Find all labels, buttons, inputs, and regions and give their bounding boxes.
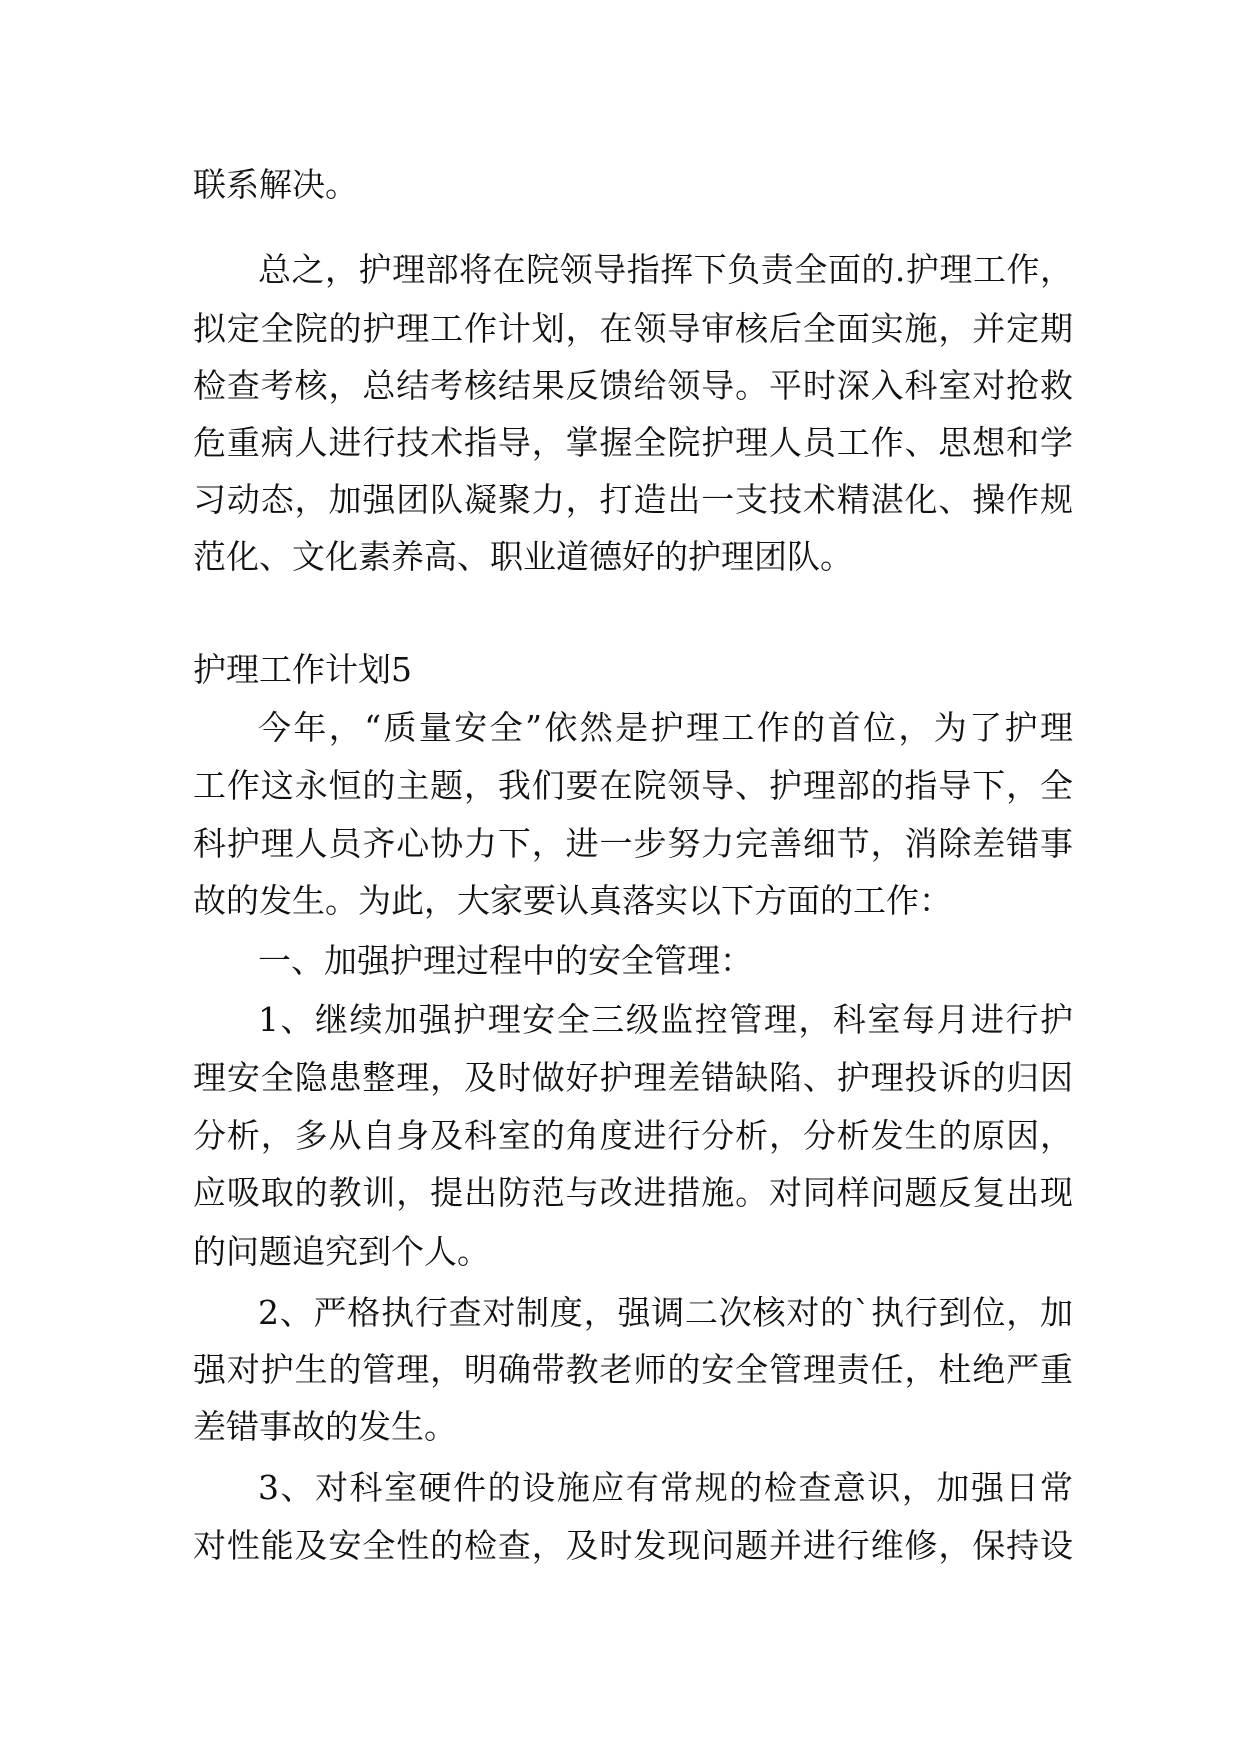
text-line: 故的发生。为此，大家要认真落实以下方面的工作：	[193, 881, 952, 920]
paragraph-first-line: 1、继续加强护理安全三级监控管理，科室每月进行护	[258, 1000, 1073, 1039]
text-line: 理安全隐患整理，及时做好护理差错缺陷、护理投诉的归因	[193, 1058, 1073, 1097]
paragraph-first-line: 今年，“质量安全”依然是护理工作的首位，为了护理	[258, 708, 1073, 747]
text-line: 差错事故的发生。	[193, 1407, 457, 1446]
text-line: 分析，多从自身及科室的角度进行分析，分析发生的原因，	[193, 1116, 1073, 1155]
text-line: 范化、文化素养高、职业道德好的护理团队。	[193, 537, 853, 576]
text-line: 拟定全院的护理工作计划，在领导审核后全面实施，并定期	[193, 309, 1073, 348]
text-line: 危重病人进行技术指导，掌握全院护理人员工作、思想和学	[193, 423, 1073, 462]
text-line: 习动态，加强团队凝聚力，打造出一支技术精湛化、操作规	[193, 480, 1073, 519]
text-line: 联系解决。	[193, 165, 358, 204]
text-line: 强对护生的管理，明确带教老师的安全管理责任，杜绝严重	[193, 1350, 1073, 1389]
paragraph-first-line: 总之，护理部将在院领导指挥下负责全面的.护理工作，	[258, 250, 1073, 289]
text-line: 工作这永恒的主题，我们要在院领导、护理部的指导下，全	[193, 766, 1073, 805]
text-line: 应吸取的教训，提出防范与改进措施。对同样问题反复出现	[193, 1173, 1073, 1212]
text-line: 检查考核，总结考核结果反馈给领导。平时深入科室对抢救	[193, 366, 1073, 405]
subsection-heading: 一、加强护理过程中的安全管理：	[258, 941, 753, 980]
paragraph-first-line: 3、对科室硬件的设施应有常规的检查意识，加强日常	[258, 1468, 1073, 1507]
section-heading: 护理工作计划5	[193, 650, 412, 689]
paragraph-first-line: 2、严格执行查对制度，强调二次核对的`执行到位，加	[258, 1293, 1073, 1332]
text-line: 对性能及安全性的检查，及时发现问题并进行维修，保持设	[193, 1526, 1073, 1565]
text-line: 科护理人员齐心协力下，进一步努力完善细节，消除差错事	[193, 824, 1073, 863]
text-line: 的问题追究到个人。	[193, 1232, 490, 1271]
